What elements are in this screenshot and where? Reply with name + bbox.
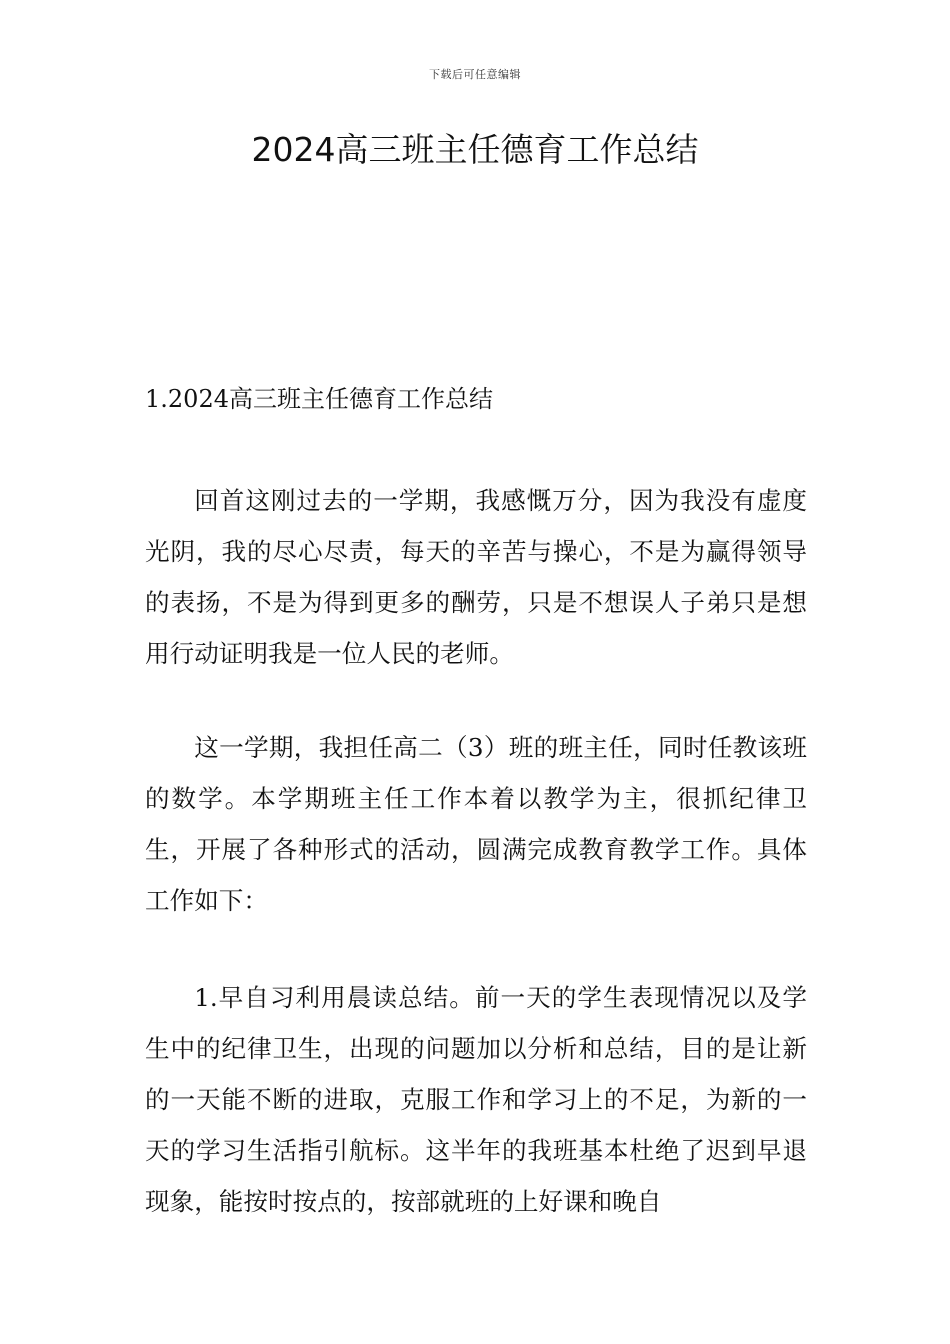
paragraph: 回首这刚过去的一学期，我感慨万分，因为我没有虚度光阴，我的尽心尽责，每天的辛苦与操心，不是为赢得领导的表扬，不是为得到更多的酬劳，只是不想误人子弟只是想用行动证明我是一位人民的老师。 (145, 486, 807, 668)
header-note: 下载后可任意编辑 (429, 68, 521, 81)
paragraph: 1.早自习利用晨读总结。前一天的学生表现情况以及学生中的纪律卫生，出现的问题加以分析和总结，目的是让新的一天能不断的进取，克服工作和学习上的不足，为新的一天的学习生活指引航标。这半年的我班基本杜绝了迟到早退现象，能按时按点的，按部就班的上好课和晚自 (145, 983, 807, 1216)
document-title: 2024高三班主任德育工作总结 (251, 130, 699, 169)
section-heading: 1.2024高三班主任德育工作总结 (145, 385, 493, 413)
paragraph: 这一学期，我担任高二（3）班的班主任，同时任教该班的数学。本学期班主任工作本着以教学为主，很抓纪律卫生，开展了各种形式的活动，圆满完成教育教学工作。具体工作如下： (145, 733, 807, 915)
